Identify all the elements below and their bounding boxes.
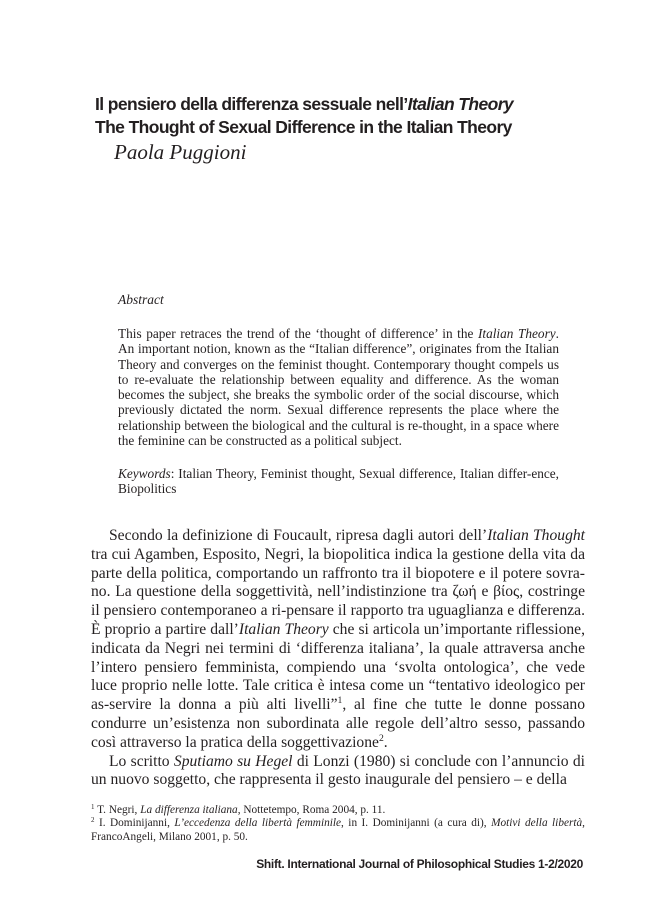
title-italian-main: Il pensiero della differenza sessuale nell’ — [95, 94, 408, 114]
text-run: T. Negri, — [94, 804, 141, 816]
journal-footer: Shift. International Journal of Philosophical Studies 1-2/2020 — [256, 857, 583, 871]
text-run-italic: Italian Theory — [238, 620, 329, 638]
footnote-number: 2 — [91, 816, 95, 825]
text-run-italic: La differenza italiana — [140, 804, 238, 816]
text-run-italic: L’eccedenza della libertà femminile — [174, 817, 342, 830]
text-run: Secondo la definizione di Foucault, ripresa dagli autori dell’ — [109, 527, 488, 544]
text-run: che si articola un’importante riflessione, indicata da Negri nei termini di ‘differenza italiana’, la quale attraversa anche l’intero pensiero femminista, compiendo una ‘svolta ontologica’, che vede luce proprio nelle lotte. Tale critica è intesa come un “tentativo ideologico per as-servire la donna a più alti livelli” — [91, 620, 585, 714]
body-paragraph-1 — [91, 527, 585, 753]
title-italian — [95, 93, 595, 115]
abstract-text-part: . An important notion, known as the “Italian difference”, originates from the Italian Theory and converges on the feminist thought. Contemporary thought compels us to re-evaluate the relationship between equality and difference. As the woman becomes the subject, she breaks the symbolic order of the social discourse, which previously dictated the norm. Sexual difference represents the place where the relationship between the biological and the cultural is re-thought, in a space where the feminine can be constructed as a political subject. — [118, 326, 559, 449]
text-run: , FrancoAngeli, Milano 2001, p. 50. — [91, 817, 585, 843]
title-english: The Thought of Sexual Difference in the Italian Theory — [95, 117, 512, 137]
abstract-text-italic: Italian Theory — [477, 326, 556, 341]
footnote-number: 1 — [91, 802, 95, 811]
body-text — [91, 527, 585, 790]
text-run: , al fine che tutte le donne possano condurre un’esistenza non subordinata alle regole dell’altro sesso, passando così attraverso la pratica della soggettivazione — [91, 696, 585, 751]
abstract-heading: Abstract — [118, 292, 164, 307]
title-italian-italic: Italian Theory — [407, 94, 514, 114]
text-run: , in I. Dominijanni (a cura di), — [341, 817, 492, 830]
text-run: I. Dominijanni, — [94, 817, 175, 830]
text-run: di Lonzi (1980) si conclude con l’annuncio di un nuovo soggetto, che rappresenta il gesto inaugurale del pensiero – e della — [91, 752, 585, 789]
footnote-1 — [91, 804, 585, 817]
text-run-italic: Motivi della libertà — [491, 817, 583, 830]
keywords — [118, 466, 559, 497]
keywords-label: Keywords — [118, 466, 171, 481]
abstract-text — [118, 326, 559, 448]
footnote-2 — [91, 817, 585, 844]
footnote-ref-1[interactable]: 1 — [337, 695, 343, 707]
text-run-italic: Sputiamo su Hegel — [173, 752, 293, 770]
text-run: tra cui Agamben, Esposito, Negri, la biopolitica indica la gestione della vita da parte della politica, comportando un raffronto tra il biopotere e il potere sovra-no. La questione della soggettività, nell’indistinzione tra ζωή e βίος, costringe il pensiero contemporaneo a ri-pensare il rapporto tra uguaglianza e differenza. È proprio a partire dall’ — [91, 545, 585, 638]
footnote-ref-2[interactable]: 2 — [378, 732, 384, 744]
body-paragraph-2 — [91, 753, 585, 791]
text-run: . — [383, 733, 388, 751]
author-name: Paola Puggioni — [114, 140, 247, 164]
abstract-text-part: This paper retraces the trend of the ‘thought of difference’ in the — [118, 326, 478, 341]
footnotes — [91, 804, 585, 844]
text-run: , Nottetempo, Roma 2004, p. 11. — [237, 804, 386, 816]
text-run: Lo scritto — [109, 752, 174, 770]
keywords-text: : Italian Theory, Feminist thought, Sexual difference, Italian differ-ence, Biopolitics — [118, 466, 559, 497]
text-run-italic: Italian Thought — [487, 527, 585, 544]
